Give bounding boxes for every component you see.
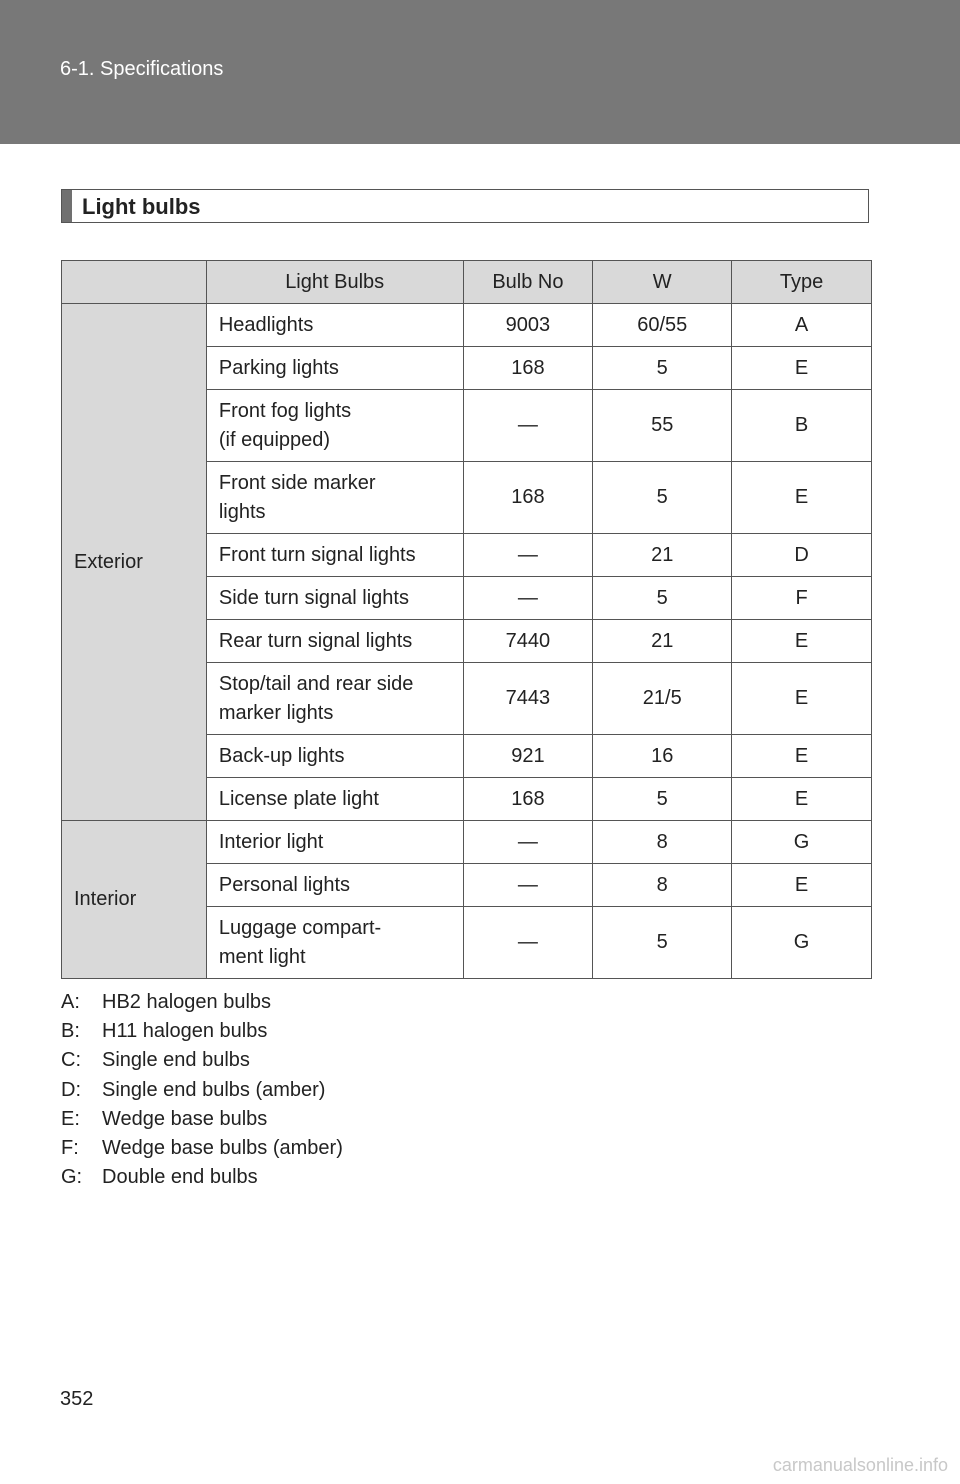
- legend-key: G:: [61, 1166, 83, 1189]
- bulb-name-cell: [206, 462, 463, 534]
- bulb-no-cell: 168: [463, 462, 593, 534]
- wattage-cell: 21: [593, 534, 732, 577]
- legend-key: A:: [61, 991, 80, 1013]
- type-cell: E: [732, 347, 872, 390]
- type-cell: B: [732, 390, 872, 462]
- bulb-name-cell: [206, 304, 463, 347]
- col-header-w: W: [593, 261, 732, 304]
- bulb-name-cell: [206, 577, 463, 620]
- group-label: Exterior: [62, 304, 207, 821]
- table-row: [62, 304, 872, 347]
- type-cell: F: [732, 577, 872, 620]
- bulb-name-line: Parking lights: [218, 356, 339, 379]
- col-header-group: [62, 261, 207, 304]
- bulb-name-line: Front fog lights: [218, 399, 352, 422]
- bulb-no-cell: 168: [463, 347, 593, 390]
- type-cell: A: [732, 304, 872, 347]
- legend-key: B:: [61, 1020, 80, 1043]
- bulb-name-cell: [206, 347, 463, 390]
- section-title: Light bulbs: [82, 194, 201, 219]
- table-row: [62, 821, 872, 864]
- wattage-cell: 5: [593, 778, 732, 821]
- bulb-name-line: Stop/tail and rear side: [218, 672, 414, 695]
- legend-key: E:: [61, 1107, 80, 1130]
- bulb-name-line: License plate light: [218, 787, 379, 810]
- bulb-no-cell: 168: [463, 778, 593, 821]
- bulb-name-line: ment light: [218, 945, 306, 968]
- section-title-bar: [62, 190, 72, 222]
- type-cell: G: [732, 821, 872, 864]
- bulb-name-cell: [206, 390, 463, 462]
- page-number: 352: [60, 1388, 94, 1410]
- legend-key: C:: [61, 1049, 81, 1072]
- bulb-no-cell: —: [463, 534, 593, 577]
- bulb-name-cell: [206, 907, 463, 979]
- header-band: [0, 0, 960, 144]
- wattage-cell: 21/5: [593, 663, 732, 735]
- section-title-box: [61, 189, 869, 223]
- bulb-name-cell: [206, 534, 463, 577]
- legend-text: Single end bulbs: [102, 1049, 250, 1072]
- type-cell: E: [732, 778, 872, 821]
- bulb-name-line: lights: [218, 500, 266, 523]
- wattage-cell: 8: [593, 864, 732, 907]
- type-cell: E: [732, 735, 872, 778]
- legend-text: Double end bulbs: [102, 1166, 258, 1189]
- wattage-cell: 5: [593, 577, 732, 620]
- bulb-no-cell: 9003: [463, 304, 593, 347]
- legend-item: [61, 1076, 343, 1105]
- type-cell: E: [732, 462, 872, 534]
- light-bulbs-table: [61, 260, 872, 979]
- legend-item: [61, 1134, 343, 1163]
- group-label: Interior: [62, 821, 207, 979]
- wattage-cell: 55: [593, 390, 732, 462]
- legend-item: [61, 1017, 343, 1046]
- col-header-type: Type: [732, 261, 872, 304]
- legend-key: D:: [61, 1078, 81, 1101]
- legend-item: [61, 1105, 343, 1134]
- bulb-name-cell: [206, 735, 463, 778]
- bulb-no-cell: —: [463, 907, 593, 979]
- type-cell: G: [732, 907, 872, 979]
- bulb-no-cell: —: [463, 577, 593, 620]
- type-cell: E: [732, 663, 872, 735]
- wattage-cell: 16: [593, 735, 732, 778]
- type-cell: E: [732, 620, 872, 663]
- table-header-row: [62, 261, 872, 304]
- type-cell: D: [732, 534, 872, 577]
- wattage-cell: 5: [593, 907, 732, 979]
- legend-item: [61, 988, 343, 1017]
- legend-key: F:: [61, 1136, 79, 1159]
- col-header-bulb-no: Bulb No: [463, 261, 593, 304]
- bulb-no-cell: 921: [463, 735, 593, 778]
- wattage-cell: 60/55: [593, 304, 732, 347]
- legend-text: HB2 halogen bulbs: [102, 991, 272, 1013]
- bulb-name-cell: [206, 663, 463, 735]
- bulb-name-line: Front turn signal lights: [218, 543, 416, 566]
- bulb-name-cell: [206, 864, 463, 907]
- bulb-type-legend: [61, 988, 343, 1192]
- col-header-light-bulbs: Light Bulbs: [206, 261, 463, 304]
- bulb-name-cell: [206, 620, 463, 663]
- legend-text: Wedge base bulbs: [102, 1107, 268, 1130]
- bulb-name-line: Front side marker: [218, 471, 376, 494]
- bulb-name-line: Back-up lights: [218, 744, 345, 767]
- watermark: carmanualsonline.info: [772, 1455, 948, 1475]
- legend-item: [61, 1163, 343, 1192]
- wattage-cell: 8: [593, 821, 732, 864]
- bulb-name-line: Interior light: [218, 830, 324, 853]
- bulb-name-line: Side turn signal lights: [218, 586, 409, 609]
- breadcrumb: 6-1. Specifications: [60, 58, 224, 80]
- bulb-name-cell: [206, 778, 463, 821]
- wattage-cell: 5: [593, 347, 732, 390]
- bulb-no-cell: —: [463, 864, 593, 907]
- legend-text: Wedge base bulbs (amber): [102, 1136, 343, 1159]
- bulb-no-cell: 7443: [463, 663, 593, 735]
- bulb-name-line: Rear turn signal lights: [218, 629, 413, 652]
- bulb-name-cell: [206, 821, 463, 864]
- wattage-cell: 5: [593, 462, 732, 534]
- bulb-name-line: Luggage compart-: [218, 916, 382, 939]
- bulb-name-line: marker lights: [218, 701, 334, 724]
- bulb-name-line: Headlights: [218, 313, 314, 336]
- wattage-cell: 21: [593, 620, 732, 663]
- bulb-no-cell: —: [463, 821, 593, 864]
- legend-text: Single end bulbs (amber): [102, 1078, 326, 1101]
- type-cell: E: [732, 864, 872, 907]
- table-body: [62, 304, 872, 979]
- bulb-no-cell: —: [463, 390, 593, 462]
- legend-text: H11 halogen bulbs: [102, 1020, 268, 1043]
- bulb-name-line: Personal lights: [218, 873, 351, 896]
- bulb-no-cell: 7440: [463, 620, 593, 663]
- legend-item: [61, 1046, 343, 1075]
- bulb-name-line: (if equipped): [218, 428, 331, 451]
